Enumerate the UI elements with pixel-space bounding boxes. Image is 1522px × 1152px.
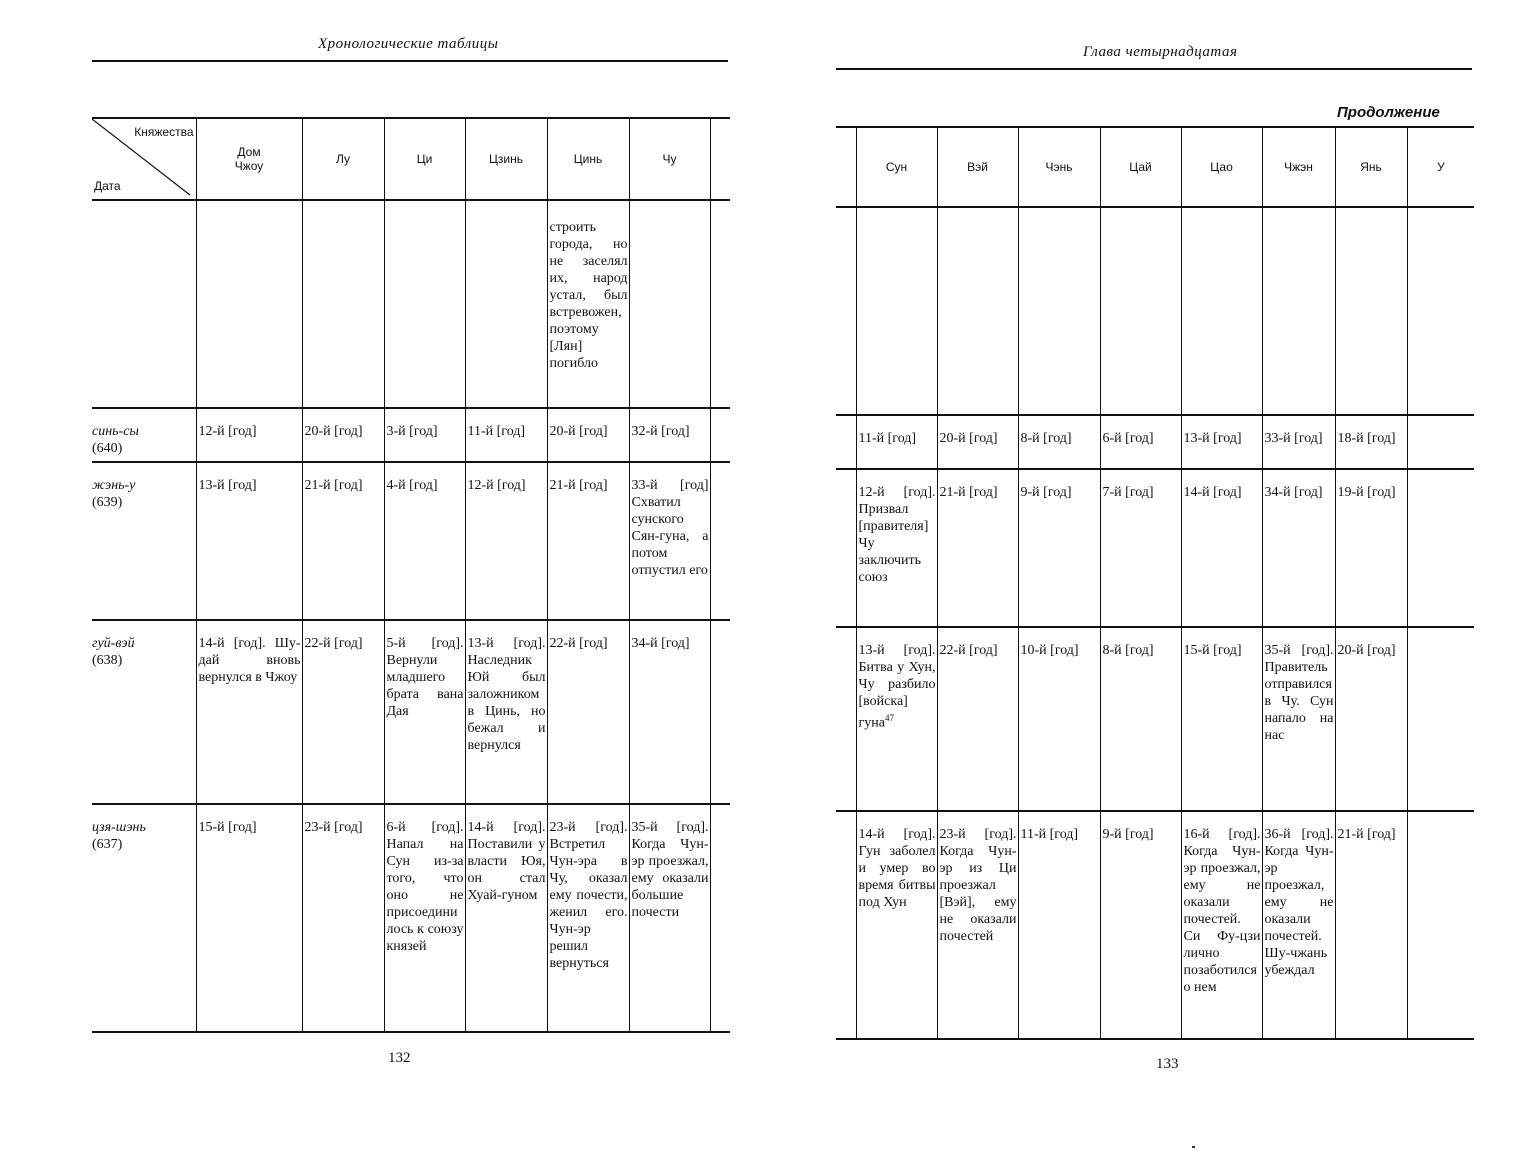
table-cell: [1407, 627, 1474, 811]
table-cell: 23-й [год]. Когда Чун-эр из Ци проезжал [Вэй], ему не оказали почестей: [937, 811, 1018, 1039]
table-cell: 13-й [год]: [1181, 415, 1262, 469]
left-head-rule: [92, 60, 728, 62]
table-cell: 32-й [год]: [629, 408, 710, 462]
table-row: [836, 811, 1474, 1039]
col-header: Вэй: [937, 127, 1018, 207]
col-header: Чэнь: [1018, 127, 1100, 207]
table-cell: 11-й [год]: [1018, 811, 1100, 1039]
table-cell: 13-й [год]. Наследник Юй был заложником в Цинь, но бежал и вернулся: [465, 620, 547, 804]
table-cell: 20-й [год]: [302, 408, 384, 462]
date-year: (637): [92, 837, 123, 852]
table-cell: [1181, 207, 1262, 415]
table-cell: 8-й [год]: [1100, 627, 1181, 811]
date-cell: [92, 408, 196, 462]
cell-text: 13-й [год]. Битва у Хун, Чу разбило [войска] гуна: [858, 643, 936, 731]
table-cell-blank: [710, 408, 730, 462]
table-cell: 12-й [год]. Призвал [правителя] Чу заключить союз: [856, 469, 937, 627]
table-cell: [1407, 469, 1474, 627]
table-cell-blank: [710, 200, 730, 408]
table-cell: 22-й [год]: [547, 620, 629, 804]
table-cell: 23-й [год]: [302, 804, 384, 1032]
table-cell: 15-й [год]: [196, 804, 302, 1032]
table-cell-blank: [836, 811, 856, 1039]
table-cell: [856, 627, 937, 811]
table-cell: 20-й [год]: [547, 408, 629, 462]
table-cell: 14-й [год]. Шу-дай вновь вернулся в Чжоу: [196, 620, 302, 804]
table-cell: 35-й [год]. Правитель отправился в Чу. Сун напало на нас: [1262, 627, 1335, 811]
table-cell: 5-й [год]. Вернули младшего брата вана Дая: [384, 620, 465, 804]
date-name: цзя-шэнь: [92, 820, 146, 835]
table-cell: 8-й [год]: [1018, 415, 1100, 469]
col-header-blank: [710, 118, 730, 200]
left-page-number: 132: [388, 1050, 411, 1066]
col-header: Чу: [629, 118, 710, 200]
table-cell: 34-й [год]: [629, 620, 710, 804]
date-cell: [92, 462, 196, 620]
table-row: [92, 804, 730, 1032]
corner-bottom-label: Дата: [94, 179, 121, 193]
col-header: Чжэн: [1262, 127, 1335, 207]
table-row: [92, 462, 730, 620]
right-running-head: Глава четырнадцатая: [1083, 44, 1238, 60]
table-cell: 21-й [год]: [1335, 811, 1407, 1039]
table-cell: [1262, 207, 1335, 415]
table-cell: 12-й [год]: [196, 408, 302, 462]
table-cell: 22-й [год]: [937, 627, 1018, 811]
table-cell: [1407, 811, 1474, 1039]
table-cell: [1100, 207, 1181, 415]
table-cell: 35-й [год]. Когда Чун-эр проезжал, ему оказали большие почести: [629, 804, 710, 1032]
table-row: [836, 469, 1474, 627]
table-cell: [302, 200, 384, 408]
col-header: Лу: [302, 118, 384, 200]
table-cell: [1018, 207, 1100, 415]
table-cell: [465, 200, 547, 408]
left-chronology-table: [92, 117, 730, 1033]
table-cell: строить города, но не заселял их, народ устал, был встревожен, поэтому [Лян] погибло: [547, 200, 629, 408]
date-name: гуй-вэй: [92, 636, 135, 651]
table-cell: 6-й [год]. Напал на Сун из-за того, что оно не присоединилось к союзу князей: [384, 804, 465, 1032]
table-cell-blank: [836, 415, 856, 469]
table-cell: 11-й [год]: [856, 415, 937, 469]
col-header-blank: [836, 127, 856, 207]
table-cell: 22-й [год]: [302, 620, 384, 804]
table-cell-blank: [710, 462, 730, 620]
corner-top-label: Княжества: [134, 125, 194, 139]
date-year: (640): [92, 441, 123, 456]
table-cell: 21-й [год]: [302, 462, 384, 620]
table-row: [92, 408, 730, 462]
table-cell: 19-й [год]: [1335, 469, 1407, 627]
col-header: Янь: [1335, 127, 1407, 207]
col-header: Цай: [1100, 127, 1181, 207]
table-cell: 11-й [год]: [465, 408, 547, 462]
col-header: Цао: [1181, 127, 1262, 207]
table-cell: 16-й [год]. Когда Чун-эр проезжал, ему не оказали почестей. Си Фу-цзи лично позаботился о нем: [1181, 811, 1262, 1039]
date-name: синь-сы: [92, 424, 139, 439]
right-head-rule: [836, 68, 1472, 70]
table-cell: [856, 207, 937, 415]
col-header: Цзинь: [465, 118, 547, 200]
table-cell: 15-й [год]: [1181, 627, 1262, 811]
date-name: жэнь-у: [92, 478, 136, 493]
scan-speck: [1192, 1146, 1195, 1148]
right-page-number: 133: [1156, 1056, 1179, 1072]
col-header: Ци: [384, 118, 465, 200]
date-year: (638): [92, 653, 123, 668]
col-header: У: [1407, 127, 1474, 207]
table-cell: 4-й [год]: [384, 462, 465, 620]
date-year: (639): [92, 495, 123, 510]
table-cell: 3-й [год]: [384, 408, 465, 462]
table-cell: 23-й [год]. Встретил Чун-эра в Чу, оказал ему почести, женил его. Чун-эр решил вернуться: [547, 804, 629, 1032]
table-row: [92, 200, 730, 408]
table-cell: 20-й [год]: [937, 415, 1018, 469]
table-cell-blank: [710, 804, 730, 1032]
table-cell: 34-й [год]: [1262, 469, 1335, 627]
table-cell: 10-й [год]: [1018, 627, 1100, 811]
table-cell: 14-й [год]. Гун заболел и умер во время битвы под Хун: [856, 811, 937, 1039]
table-cell-blank: [836, 469, 856, 627]
date-cell: [92, 620, 196, 804]
left-running-head: Хронологические таблицы: [318, 36, 499, 52]
table-cell: [629, 200, 710, 408]
table-cell: 9-й [год]: [1018, 469, 1100, 627]
table-cell: 13-й [год]: [196, 462, 302, 620]
table-cell-blank: [710, 620, 730, 804]
table-cell: 14-й [год]. Поставили у власти Юя, он стал Хуай-гуном: [465, 804, 547, 1032]
table-cell-blank: [836, 207, 856, 415]
table-cell: [384, 200, 465, 408]
table-cell: 14-й [год]: [1181, 469, 1262, 627]
table-cell: [196, 200, 302, 408]
footnote-mark: 47: [884, 713, 894, 723]
table-cell: 21-й [год]: [937, 469, 1018, 627]
table-cell: [1407, 415, 1474, 469]
table-cell: 20-й [год]: [1335, 627, 1407, 811]
right-chronology-table: [836, 126, 1474, 1040]
col-header: Сун: [856, 127, 937, 207]
table-row: [836, 415, 1474, 469]
corner-header: [92, 118, 196, 200]
continuation-label: Продолжение: [1337, 104, 1440, 121]
table-cell: 18-й [год]: [1335, 415, 1407, 469]
table-cell: 36-й [год]. Когда Чун-эр проезжал, ему не оказали почестей. Шу-чжань убеждал: [1262, 811, 1335, 1039]
table-cell: 12-й [год]: [465, 462, 547, 620]
table-cell: 7-й [год]: [1100, 469, 1181, 627]
table-cell: 6-й [год]: [1100, 415, 1181, 469]
table-cell: 33-й [год]: [1262, 415, 1335, 469]
table-cell: [937, 207, 1018, 415]
table-row: [836, 207, 1474, 415]
table-cell: [1407, 207, 1474, 415]
table-cell: [1335, 207, 1407, 415]
col-header: Дом Чжоу: [196, 118, 302, 200]
col-header: Цинь: [547, 118, 629, 200]
date-cell: [92, 200, 196, 408]
table-cell-blank: [836, 627, 856, 811]
table-row: [92, 620, 730, 804]
table-cell: 33-й [год] Схватил сунского Сян-гуна, а потом отпустил его: [629, 462, 710, 620]
table-cell: 9-й [год]: [1100, 811, 1181, 1039]
table-row: [836, 627, 1474, 811]
date-cell: [92, 804, 196, 1032]
table-cell: 21-й [год]: [547, 462, 629, 620]
